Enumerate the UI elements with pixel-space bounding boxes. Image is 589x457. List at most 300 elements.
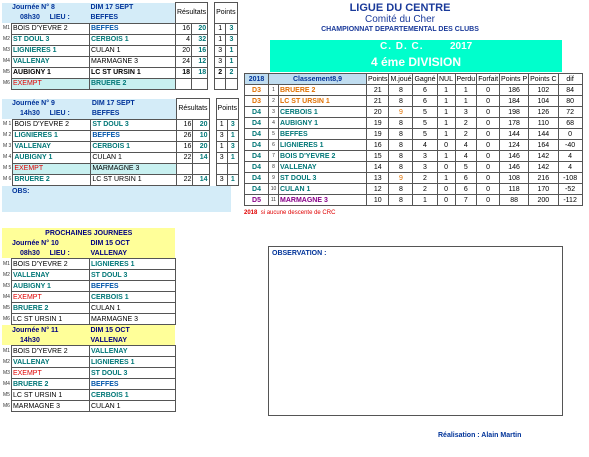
- home-points: 3: [215, 56, 226, 67]
- stat-dif: 84: [558, 85, 582, 96]
- prochaines-block: [2, 228, 176, 412]
- away-team: ST DOUL 3: [89, 368, 175, 379]
- match-number: M4: [3, 380, 10, 387]
- spacer: [237, 45, 249, 56]
- stat-g: 4: [413, 140, 437, 151]
- note-text: si aucune descente de CRC: [260, 210, 336, 216]
- stat-mj: 8: [389, 96, 413, 107]
- spacer: [209, 119, 216, 130]
- division-2018: D4: [245, 129, 269, 140]
- journee-9-lieu: BEFFES: [91, 110, 120, 117]
- away-team: LIGNIERES 1: [89, 357, 175, 368]
- home-points: 1: [216, 141, 227, 152]
- away-team: BEFFES: [91, 130, 177, 141]
- stat-pc: 126: [529, 107, 558, 118]
- stat-mj: 8: [389, 184, 413, 195]
- standings-row: [245, 85, 583, 96]
- journee-11-date: DIM 15 OCT: [90, 326, 130, 334]
- stat-f: 0: [477, 140, 500, 151]
- team-name: VALLENAY: [279, 162, 367, 173]
- stat-p: 2: [455, 129, 477, 140]
- stat-mj: 8: [389, 195, 413, 206]
- home-score: 20: [175, 45, 191, 56]
- stat-g: 2: [413, 173, 437, 184]
- match-number: M 2: [3, 132, 12, 138]
- standings-row: [245, 129, 583, 140]
- lieu-label: LIEU :: [49, 14, 70, 21]
- note-year: 2018: [244, 210, 258, 216]
- stat-pp: 118: [500, 184, 529, 195]
- match-number: M1: [3, 260, 10, 267]
- team-name: ST DOUL 3: [279, 173, 367, 184]
- away-team: BEFFES: [89, 379, 175, 390]
- stat-g: 6: [413, 96, 437, 107]
- stat-dif: 68: [558, 118, 582, 129]
- home-points: 3: [216, 174, 227, 185]
- journee-11-lieu: VALLENAY: [90, 336, 128, 344]
- home-score: [177, 163, 193, 174]
- stat-nul: 0: [437, 162, 455, 173]
- spacer: [208, 34, 215, 45]
- stat-nul: 1: [437, 96, 455, 107]
- away-team: BRUERE 2: [89, 78, 175, 89]
- away-points: 1: [227, 152, 238, 163]
- stat-pc: 104: [529, 96, 558, 107]
- stat-g: 3: [413, 162, 437, 173]
- match-number: M6: [3, 80, 10, 86]
- spacer: [208, 67, 215, 78]
- standings-row: [245, 140, 583, 151]
- spacer: [237, 56, 249, 67]
- home-team: EXEMPT: [11, 78, 89, 89]
- match-number: M6: [3, 315, 10, 322]
- match-row: [2, 119, 251, 130]
- col-perdu: Perdu: [456, 75, 476, 83]
- col-points: Points: [368, 75, 388, 83]
- stat-f: 0: [477, 195, 500, 206]
- journee-8-date: DIM 17 SEPT: [90, 4, 134, 11]
- stat-g: 3: [413, 151, 437, 162]
- home-team: AUBIGNY 1: [11, 67, 89, 78]
- standings-row: [245, 118, 583, 129]
- match-row: [2, 78, 249, 89]
- match-number: M1: [3, 347, 10, 354]
- stat-pts: 12: [367, 184, 389, 195]
- home-team: LC ST URSIN 1: [11, 314, 89, 325]
- credit: Réalisation : Alain Martin: [438, 432, 522, 439]
- match-number: M 1: [3, 121, 12, 127]
- championship-title: CHAMPIONNAT DEPARTEMENTAL DES CLUBS: [321, 26, 479, 33]
- stat-pp: 146: [500, 151, 529, 162]
- away-team: ST DOUL 3: [91, 119, 177, 130]
- col-forfait: Forfait: [478, 75, 499, 83]
- away-score: 12: [192, 56, 208, 67]
- home-team: LIGNIERES 1: [11, 45, 89, 56]
- match-row: [2, 141, 251, 152]
- stat-f: 0: [477, 96, 500, 107]
- match-number: M3: [3, 282, 10, 289]
- observation-label: OBSERVATION :: [272, 250, 327, 257]
- away-team: BEFFES: [89, 23, 175, 34]
- stat-pc: 170: [529, 184, 558, 195]
- match-number: M2: [3, 358, 10, 365]
- away-points: 3: [227, 119, 238, 130]
- match-row: [2, 292, 175, 303]
- standings-row: [245, 96, 583, 107]
- match-row: [2, 56, 249, 67]
- stat-pc: 102: [529, 85, 558, 96]
- team-name: CERBOIS 1: [279, 107, 367, 118]
- match-number: M 3: [3, 143, 12, 149]
- home-score: [175, 78, 191, 89]
- match-number: M5: [3, 69, 10, 75]
- away-team: CERBOIS 1: [89, 34, 175, 45]
- stat-dif: 72: [558, 107, 582, 118]
- home-score: 16: [177, 141, 193, 152]
- stat-pp: 146: [500, 162, 529, 173]
- stat-pc: 142: [529, 162, 558, 173]
- home-team: BOIS D'YEVRE 2: [11, 23, 89, 34]
- home-score: 22: [177, 174, 193, 185]
- stat-p: 1: [455, 96, 477, 107]
- stat-pts: 19: [367, 129, 389, 140]
- division-banner: [270, 40, 562, 72]
- stat-dif: -112: [558, 195, 582, 206]
- stat-mj: 8: [389, 118, 413, 129]
- team-name: BEFFES: [279, 129, 367, 140]
- observation-box: [268, 246, 563, 416]
- away-team: LIGNIERES 1: [89, 259, 175, 270]
- home-points: 3: [216, 130, 227, 141]
- home-score: 22: [177, 152, 193, 163]
- stat-pts: 14: [367, 162, 389, 173]
- home-team: BOIS D'YEVRE 2: [13, 119, 91, 130]
- col-dif: dif: [558, 74, 582, 85]
- journee-10-time: 08h30: [20, 249, 40, 257]
- stat-p: 6: [455, 184, 477, 195]
- match-number: M5: [3, 391, 10, 398]
- stat-pts: 19: [367, 118, 389, 129]
- match-row: [2, 152, 251, 163]
- away-points: [227, 163, 238, 174]
- journee-10-lieu: VALLENAY: [90, 249, 128, 257]
- standings-row: [245, 173, 583, 184]
- home-team: VALLENAY: [11, 270, 89, 281]
- stat-pc: 164: [529, 140, 558, 151]
- away-score: [193, 163, 209, 174]
- journee-9-block: [2, 98, 251, 212]
- away-team: CERBOIS 1: [89, 390, 175, 401]
- stat-p: 3: [455, 107, 477, 118]
- match-number: M2: [3, 271, 10, 278]
- stat-p: 4: [455, 151, 477, 162]
- division-2018: D4: [245, 151, 269, 162]
- stat-pp: 186: [500, 85, 529, 96]
- journee-10-title: Journée N° 10: [12, 239, 59, 247]
- match-number: M4: [3, 58, 10, 64]
- team-name: MARMAGNE 3: [279, 195, 367, 206]
- away-score: 14: [193, 174, 209, 185]
- stat-mj: 8: [389, 85, 413, 96]
- stat-dif: 4: [558, 162, 582, 173]
- stat-p: 7: [455, 195, 477, 206]
- home-team: LC ST URSIN 1: [11, 390, 89, 401]
- rank: 4: [269, 118, 279, 129]
- obs-box: [2, 186, 231, 212]
- away-score: 16: [192, 45, 208, 56]
- stat-f: 0: [477, 129, 500, 140]
- division-2018: D3: [245, 96, 269, 107]
- away-score: 14: [193, 152, 209, 163]
- home-points: 1: [216, 119, 227, 130]
- stat-mj: 8: [389, 129, 413, 140]
- stat-mj: 8: [389, 162, 413, 173]
- stat-f: 0: [477, 107, 500, 118]
- match-row: [2, 368, 175, 379]
- col-nul: NUL: [439, 75, 454, 83]
- away-team: CULAN 1: [89, 401, 175, 412]
- stat-pc: 142: [529, 151, 558, 162]
- match-row: [2, 346, 175, 357]
- home-score: 18: [175, 67, 191, 78]
- stat-p: 1: [455, 85, 477, 96]
- col-year: 2018: [245, 74, 269, 85]
- stat-f: 0: [477, 151, 500, 162]
- away-score: 20: [193, 119, 209, 130]
- home-team: ST DOUL 3: [11, 34, 89, 45]
- standings-row: [245, 184, 583, 195]
- stat-nul: 0: [437, 140, 455, 151]
- stat-f: 0: [477, 85, 500, 96]
- stat-g: 6: [413, 85, 437, 96]
- away-team: MARMAGNE 3: [89, 56, 175, 67]
- match-row: [2, 163, 251, 174]
- stat-g: 5: [413, 129, 437, 140]
- stat-pts: 21: [367, 96, 389, 107]
- cdc-label: C. D. C.: [380, 41, 424, 52]
- spacer: [209, 130, 216, 141]
- journee-9-date: DIM 17 SEPT: [91, 100, 135, 107]
- away-points: [226, 78, 237, 89]
- match-row: [2, 67, 249, 78]
- away-points: 2: [226, 67, 237, 78]
- stat-nul: 0: [437, 195, 455, 206]
- stat-g: 5: [413, 107, 437, 118]
- division-2018: D4: [245, 173, 269, 184]
- away-team: ST DOUL 3: [89, 270, 175, 281]
- standings-row: [245, 107, 583, 118]
- stat-pp: 124: [500, 140, 529, 151]
- prochaines-table: [2, 228, 176, 412]
- rank: 9: [269, 173, 279, 184]
- stat-dif: 80: [558, 96, 582, 107]
- spacer: [237, 34, 249, 45]
- stat-nul: 1: [437, 151, 455, 162]
- stat-pc: 216: [529, 173, 558, 184]
- home-team: EXEMPT: [13, 163, 91, 174]
- match-number: M2: [3, 36, 10, 42]
- stat-pp: 88: [500, 195, 529, 206]
- home-score: 26: [177, 130, 193, 141]
- match-number: M 6: [3, 176, 12, 182]
- cdc-year: 2017: [450, 41, 473, 52]
- standings-note: [244, 210, 583, 216]
- away-team: CERBOIS 1: [91, 141, 177, 152]
- stat-mj: 8: [389, 140, 413, 151]
- stat-p: 6: [455, 173, 477, 184]
- division-title: 4 éme DIVISION: [370, 55, 462, 69]
- spacer: [208, 45, 215, 56]
- team-name: BOIS D'YEVRE 2: [279, 151, 367, 162]
- league-title: LIGUE DU CENTRE: [349, 2, 451, 14]
- home-score: 16: [177, 119, 193, 130]
- match-row: [2, 303, 175, 314]
- stat-mj: 9: [389, 107, 413, 118]
- division-2018: D3: [245, 85, 269, 96]
- match-row: [2, 130, 251, 141]
- away-team: MARMAGNE 3: [89, 314, 175, 325]
- points-label: Points: [215, 3, 237, 24]
- stat-mj: 8: [389, 151, 413, 162]
- rank: 3: [269, 107, 279, 118]
- journee-8-lieu: BEFFES: [90, 14, 119, 21]
- stat-pp: 184: [500, 96, 529, 107]
- home-team: BOIS D'YEVRE 2: [11, 259, 89, 270]
- away-team: MARMAGNE 3: [91, 163, 177, 174]
- match-number: M4: [3, 293, 10, 300]
- match-number: M3: [3, 369, 10, 376]
- col-gagne: Gagné: [414, 75, 436, 83]
- stat-dif: 4: [558, 151, 582, 162]
- stat-nul: 1: [437, 129, 455, 140]
- spacer: [237, 23, 249, 34]
- prochaines-title: PROCHAINES JOURNEES: [45, 229, 133, 237]
- journee-8-time: 08h30: [20, 14, 40, 21]
- stat-pts: 13: [367, 173, 389, 184]
- stat-nul: 1: [437, 118, 455, 129]
- home-team: LIGNIERES 1: [13, 130, 91, 141]
- journee-11-title: Journée N° 11: [12, 326, 59, 334]
- stat-nul: 1: [437, 173, 455, 184]
- stat-nul: 1: [437, 107, 455, 118]
- stat-pc: 200: [529, 195, 558, 206]
- match-row: [2, 174, 251, 185]
- away-points: 1: [226, 45, 237, 56]
- home-score: 16: [175, 23, 191, 34]
- journee-9-time: 14h30: [20, 110, 40, 117]
- journee-11-time: 14h30: [20, 336, 40, 344]
- spacer: [209, 152, 216, 163]
- stat-pp: 198: [500, 107, 529, 118]
- home-team: BRUERE 2: [11, 303, 89, 314]
- header: [300, 2, 500, 34]
- col-classement: Classement8,9: [269, 74, 367, 85]
- team-name: LIGNIERES 1: [279, 140, 367, 151]
- match-row: [2, 314, 175, 325]
- results-label: Résultats: [175, 3, 207, 24]
- match-row: [2, 23, 249, 34]
- match-row: [2, 259, 175, 270]
- match-number: M3: [3, 47, 10, 53]
- division-2018: D4: [245, 107, 269, 118]
- match-row: [2, 379, 175, 390]
- home-team: BRUERE 2: [13, 174, 91, 185]
- home-points: 1: [215, 23, 226, 34]
- home-team: VALLENAY: [11, 357, 89, 368]
- standings-row: [245, 151, 583, 162]
- stat-p: 5: [455, 162, 477, 173]
- match-number: M6: [3, 402, 10, 409]
- points-label: Points: [216, 99, 238, 120]
- away-score: 10: [193, 130, 209, 141]
- away-score: 20: [192, 23, 208, 34]
- journee-8-table: [2, 2, 249, 90]
- spacer: [208, 78, 215, 89]
- home-points: 3: [215, 45, 226, 56]
- rank: 2: [269, 96, 279, 107]
- journee-8-block: [2, 2, 249, 90]
- stat-g: 2: [413, 184, 437, 195]
- home-points: 1: [215, 34, 226, 45]
- home-points: 3: [216, 152, 227, 163]
- stat-dif: -108: [558, 173, 582, 184]
- standings-header: [245, 74, 583, 85]
- standings-table: [244, 73, 583, 206]
- away-team: CULAN 1: [91, 152, 177, 163]
- stat-nul: 0: [437, 184, 455, 195]
- home-points: 2: [215, 67, 226, 78]
- match-number: M 5: [3, 165, 12, 171]
- home-score: 24: [175, 56, 191, 67]
- home-points: [215, 78, 226, 89]
- match-number: M5: [3, 304, 10, 311]
- division-2018: D4: [245, 162, 269, 173]
- division-2018: D5: [245, 195, 269, 206]
- standings-block: [244, 73, 583, 216]
- col-points-c: Points C: [530, 75, 557, 83]
- stat-dif: -40: [558, 140, 582, 151]
- away-team: LC ST URSIN 1: [89, 67, 175, 78]
- stat-g: 5: [413, 118, 437, 129]
- rank: 8: [269, 162, 279, 173]
- away-team: LC ST URSIN 1: [91, 174, 177, 185]
- stat-pc: 144: [529, 129, 558, 140]
- division-2018: D4: [245, 140, 269, 151]
- rank: 10: [269, 184, 279, 195]
- away-score: 32: [192, 34, 208, 45]
- home-team: MARMAGNE 3: [11, 401, 89, 412]
- stat-f: 0: [477, 184, 500, 195]
- away-points: 1: [226, 56, 237, 67]
- away-points: 3: [226, 34, 237, 45]
- stat-pts: 16: [367, 140, 389, 151]
- stat-mj: 9: [389, 173, 413, 184]
- division-2018: D4: [245, 184, 269, 195]
- home-team: EXEMPT: [11, 292, 89, 303]
- stat-dif: 0: [558, 129, 582, 140]
- spacer: [208, 23, 215, 34]
- team-name: LC ST URSIN 1: [279, 96, 367, 107]
- stat-nul: 1: [437, 85, 455, 96]
- rank: 1: [269, 85, 279, 96]
- spacer: [209, 174, 216, 185]
- stat-pts: 21: [367, 85, 389, 96]
- away-team: CERBOIS 1: [89, 292, 175, 303]
- stat-p: 4: [455, 140, 477, 151]
- rank: 6: [269, 140, 279, 151]
- away-team: BEFFES: [89, 281, 175, 292]
- stat-f: 0: [477, 173, 500, 184]
